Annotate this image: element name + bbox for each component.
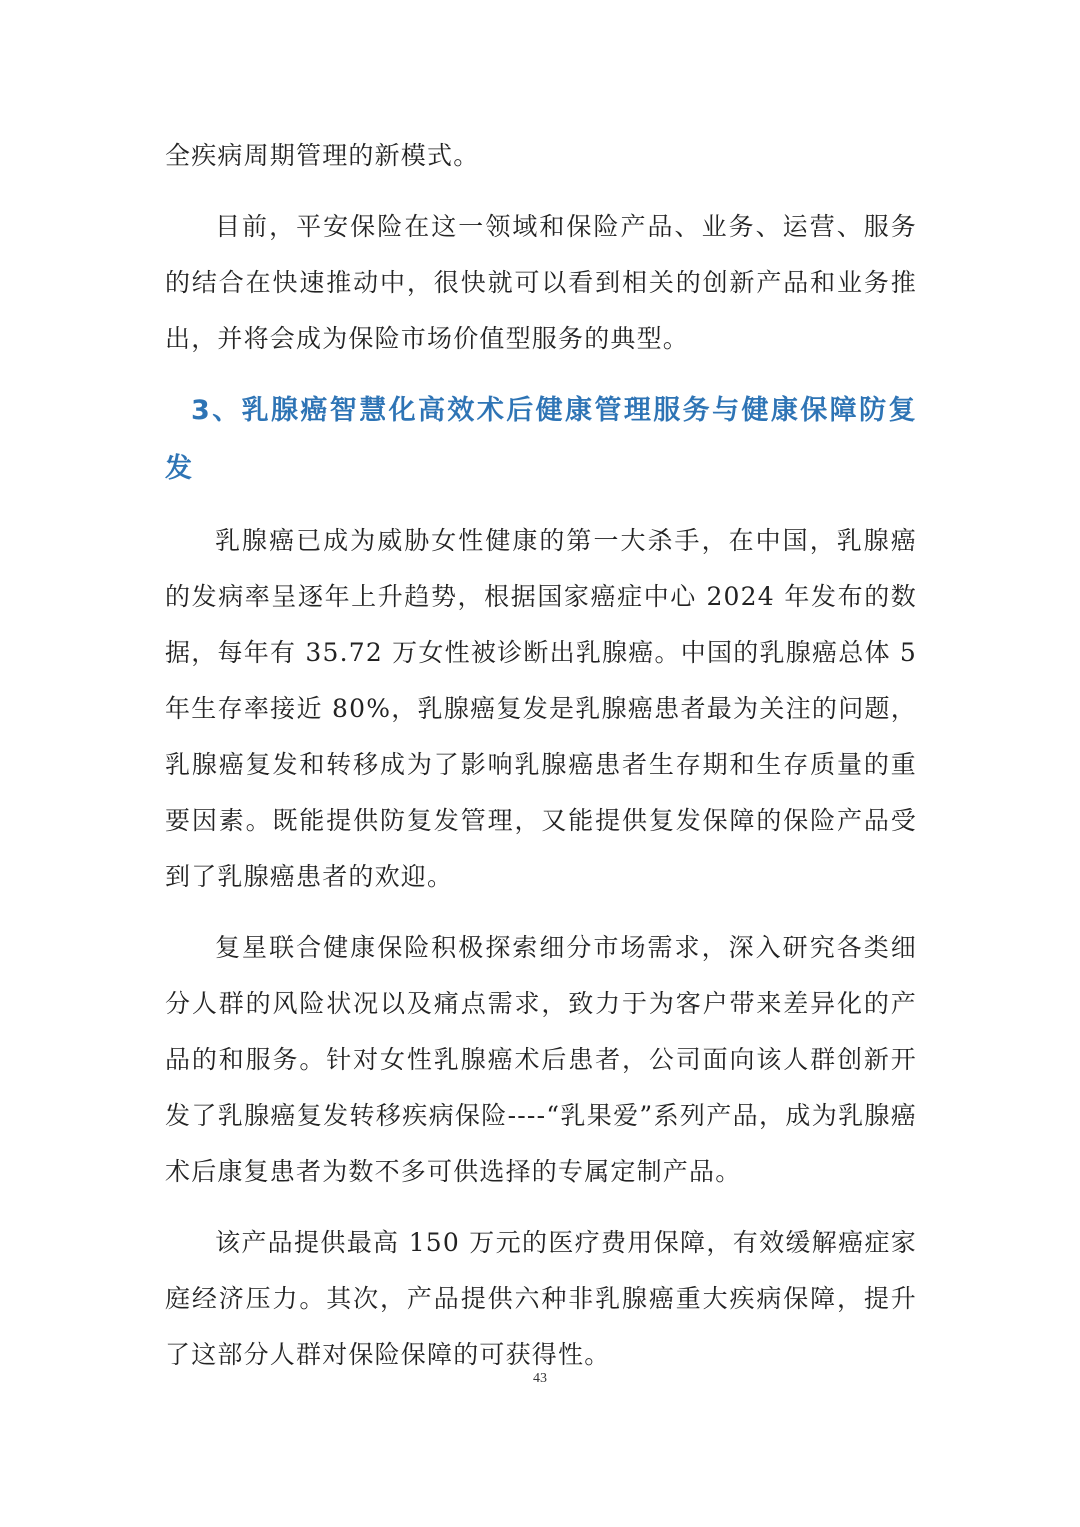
section-heading: 3、乳腺癌智慧化高效术后健康管理服务与健康保障防复发: [165, 395, 917, 484]
paragraph-gap: [165, 498, 917, 513]
paragraph-gap: [165, 367, 917, 382]
paragraph-continuation: 全疾病周期管理的新模式。: [165, 141, 480, 170]
document-body: [165, 128, 917, 1383]
paragraph-fosun-product: 复星联合健康保险积极探索细分市场需求，深入研究各类细分人群的风险状况以及痛点需求，致力于为客户带来差异化的产品的和服务。针对女性乳腺癌术后患者，公司面向该人群创新开发了乳腺癌复发转移疾病保险----“乳果爱”系列产品，成为乳腺癌术后康复患者为数不多可供选择的专属定制产品。: [165, 933, 917, 1186]
page-number: 43: [533, 1371, 547, 1386]
paragraph-gap: [165, 1200, 917, 1215]
paragraph-gap: [165, 184, 917, 199]
paragraph-breast-cancer-stats: 乳腺癌已成为威胁女性健康的第一大杀手，在中国，乳腺癌的发病率呈逐年上升趋势，根据国家癌症中心 2024 年发布的数据，每年有 35.72 万女性被诊断出乳腺癌。中国的乳腺癌总体 5 年生存率接近 80%，乳腺癌复发是乳腺癌患者最为关注的问题，乳腺癌复发和转移成为了影响乳腺癌患者生存期和生存质量的重要因素。既能提供防复发管理，又能提供复发保障的保险产品受到了乳腺癌患者的欢迎。: [165, 526, 917, 891]
paragraph-product-coverage: 该产品提供最高 150 万元的医疗费用保障，有效缓解癌症家庭经济压力。其次，产品提供六种非乳腺癌重大疾病保障，提升了这部分人群对保险保障的可获得性。: [165, 1228, 917, 1369]
paragraph-pingan: 目前，平安保险在这一领域和保险产品、业务、运营、服务的结合在快速推动中，很快就可以看到相关的创新产品和业务推出，并将会成为保险市场价值型服务的典型。: [165, 212, 917, 353]
paragraph-gap: [165, 905, 917, 920]
